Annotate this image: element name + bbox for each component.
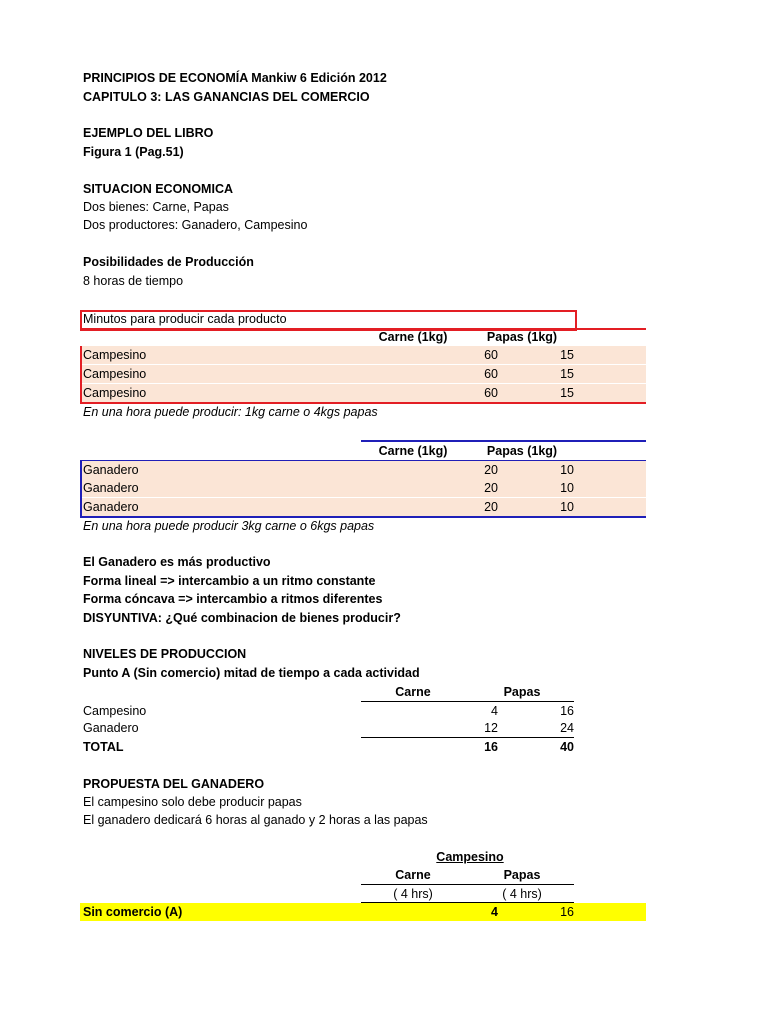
goods-line: Dos bienes: Carne, Papas	[83, 200, 229, 214]
table-row: Ganadero 12 24	[83, 721, 574, 735]
table1-col-carne: Carne (1kg)	[378, 330, 448, 344]
table1-note: En una hora puede producir: 1kg carne o 4kgs papas	[83, 405, 378, 419]
observation-4: DISYUNTIVA: ¿Qué combinacion de bienes producir?	[83, 611, 401, 625]
table2-col-carne: Carne (1kg)	[378, 444, 448, 458]
table-row-total: TOTAL 16 40	[83, 740, 574, 754]
proposal-line-1: El campesino solo debe producir papas	[83, 795, 302, 809]
table3-hours-row	[80, 885, 646, 903]
table3-group-label: Campesino	[436, 850, 504, 864]
table-row: Campesino 60 15	[80, 384, 646, 402]
table3-header-row	[80, 866, 646, 884]
possibilities-heading: Posibilidades de Producción	[83, 255, 254, 269]
observation-3: Forma cóncava => intercambio a ritmos diferentes	[83, 592, 383, 606]
levels-heading: NIVELES DE PRODUCCION	[83, 647, 247, 661]
levels-col-papas: Papas	[503, 685, 541, 699]
table3-hrs-papas: ( 4 hrs)	[502, 887, 542, 901]
table3-hrs-carne: ( 4 hrs)	[393, 887, 433, 901]
table3-col-carne: Carne	[395, 868, 431, 882]
table-row: Ganadero 20 10	[80, 498, 646, 516]
table1-header-row	[80, 328, 646, 346]
table1-col-papas: Papas (1kg)	[486, 330, 558, 344]
table-row: Ganadero 20 10	[80, 479, 646, 497]
table1-caption: Minutos para producir cada producto	[83, 312, 287, 326]
example-heading: EJEMPLO DEL LIBRO	[83, 126, 214, 140]
table2-col-papas: Papas (1kg)	[486, 444, 558, 458]
table-row: Campesino 60 15	[80, 365, 646, 383]
figure-reference: Figura 1 (Pag.51)	[83, 145, 184, 159]
chapter-title: CAPITULO 3: LAS GANANCIAS DEL COMERCIO	[83, 90, 370, 104]
table-row: Ganadero 20 10	[80, 461, 646, 479]
table-row: Campesino 4 16	[83, 704, 574, 718]
table3-group-row	[80, 848, 646, 866]
table1-top-rule	[80, 328, 646, 330]
table-row-highlight: Sin comercio (A) 4 16	[80, 903, 646, 921]
proposal-line-2: El ganadero dedicará 6 horas al ganado y 2 horas a las papas	[83, 813, 428, 827]
observation-1: El Ganadero es más productivo	[83, 555, 271, 569]
levels-subheading: Punto A (Sin comercio) mitad de tiempo a cada actividad	[83, 666, 420, 680]
table2-note: En una hora puede producir 3kg carne o 6kgs papas	[83, 519, 375, 533]
table2-left-rule	[80, 461, 82, 517]
document-title: PRINCIPIOS DE ECONOMÍA Mankiw 6 Edición 2012	[83, 71, 387, 85]
levels-header-row	[80, 683, 646, 701]
situation-heading: SITUACION ECONOMICA	[83, 182, 233, 196]
producers-line: Dos productores: Ganadero, Campesino	[83, 218, 308, 232]
proposal-heading: PROPUESTA DEL GANADERO	[83, 777, 265, 791]
table1-left-rule	[80, 346, 82, 403]
observation-2: Forma lineal => intercambio a un ritmo constante	[83, 574, 376, 588]
levels-col-carne: Carne	[395, 685, 431, 699]
time-line: 8 horas de tiempo	[83, 274, 184, 288]
table3-col-papas: Papas	[503, 868, 541, 882]
table-row: Campesino 60 15	[80, 346, 646, 364]
table2-header-row	[80, 442, 646, 460]
